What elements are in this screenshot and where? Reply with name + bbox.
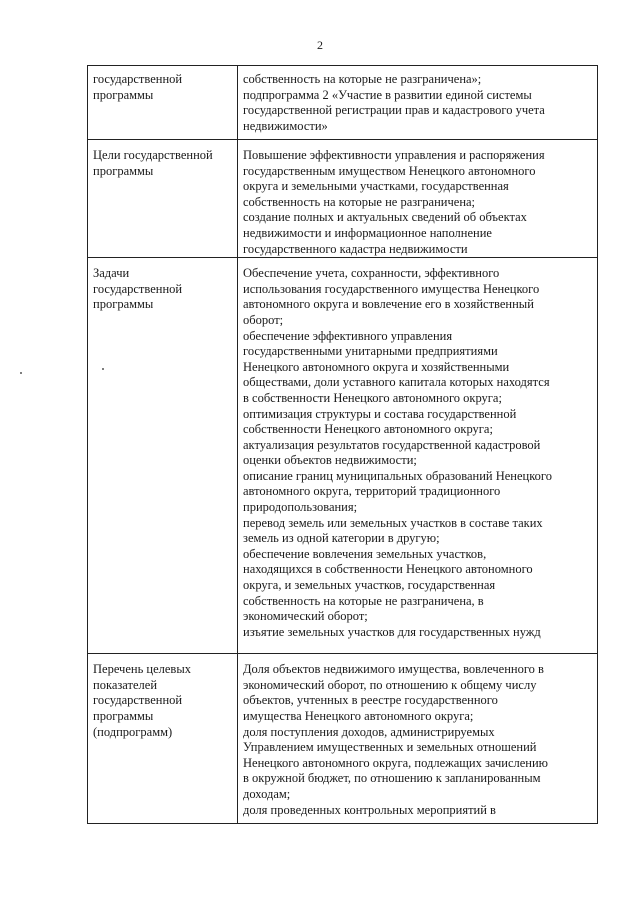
table-row-indicators — [88, 654, 598, 824]
program-passport-table — [87, 65, 598, 824]
text-line: объектов, учтенных в реестре государственного — [243, 693, 498, 708]
text-line: природопользования; — [243, 500, 358, 515]
text-line: Доля объектов недвижимого имущества, вовлеченного в — [243, 662, 544, 677]
text-line: оптимизация структуры и состава государственной — [243, 406, 517, 421]
row-label — [88, 258, 238, 654]
text-line: обеспечение вовлечения земельных участков, — [243, 546, 487, 561]
text-line: государственной — [93, 693, 183, 708]
text-line: собственность на которые не разграничена; — [243, 194, 476, 209]
text-line: автономного округа и вовлечение его в хозяйственный — [243, 297, 534, 312]
text-line: государственными унитарными предприятиями — [243, 344, 498, 359]
text-line: государственным имуществом Ненецкого автономного — [243, 163, 536, 178]
text-line: Перечень целевых — [93, 662, 191, 677]
text-line: создание полных и актуальных сведений об объектах — [243, 210, 527, 225]
text-line: земель из одной категории в другую; — [243, 531, 440, 546]
text-line: в окружной бюджет, по отношению к запланированным — [243, 771, 541, 786]
table-row-tasks — [88, 258, 598, 654]
text-line: изъятие земельных участков для государственных нужд — [243, 624, 541, 639]
text-line: недвижимости и информационное наполнение — [243, 225, 492, 240]
text-line: собственность на которые не разграничена»; — [243, 72, 482, 86]
text-line: государственной — [93, 281, 183, 296]
text-line: округа и земельными участками, государственная — [243, 179, 509, 194]
row-content — [238, 66, 598, 140]
text-line: (подпрограмм) — [93, 724, 173, 739]
row-content — [238, 140, 598, 258]
text-line: Управлением имущественных и земельных отношений — [243, 740, 537, 755]
text-line: государственной — [93, 72, 183, 86]
text-line: актуализация результатов государственной кадастровой — [243, 437, 541, 452]
text-line: недвижимости» — [243, 118, 328, 133]
text-line: показателей — [93, 677, 158, 692]
row-label — [88, 66, 238, 140]
text-line: находящихся в собственности Ненецкого автономного — [243, 562, 533, 577]
text-line: Ненецкого автономного округа, подлежащих зачислению — [243, 755, 549, 770]
text-line: программы — [93, 708, 154, 723]
text-line: доля проведенных контрольных мероприятий в — [243, 802, 496, 817]
text-line: Повышение эффективности управления и распоряжения — [243, 148, 545, 162]
text-line: оценки объектов недвижимости; — [243, 453, 417, 468]
text-line: программы — [93, 163, 154, 178]
text-line: государственного кадастра недвижимости — [243, 241, 468, 256]
scan-speck — [102, 368, 104, 370]
text-line: собственности Ненецкого автономного округа; — [243, 422, 493, 437]
text-line: экономический оборот; — [243, 609, 368, 624]
text-line: доходам; — [243, 786, 291, 801]
row-content — [238, 258, 598, 654]
text-line: перевод земель или земельных участков в составе таких — [243, 515, 543, 530]
row-label — [88, 654, 238, 824]
page-number: 2 — [317, 38, 323, 52]
text-line: собственность на которые не разграничена, в — [243, 593, 484, 608]
text-line: Задачи — [93, 266, 130, 281]
text-line: обеспечение эффективного управления — [243, 328, 453, 343]
text-line: автономного округа, территорий традиционного — [243, 484, 501, 499]
table-row-goals — [88, 140, 598, 258]
text-line: обществами, доли уставного капитала которых находятся — [243, 375, 550, 390]
scan-speck — [20, 372, 22, 374]
text-line: оборот; — [243, 312, 284, 327]
text-line: подпрограмма 2 «Участие в развитии единой системы — [243, 87, 532, 102]
text-line: описание границ муниципальных образований Ненецкого — [243, 468, 552, 483]
text-line: в собственности Ненецкого автономного округа; — [243, 390, 502, 405]
text-line: использования государственного имущества Ненецкого — [243, 281, 540, 296]
text-line: Обеспечение учета, сохранности, эффективного — [243, 266, 500, 281]
text-line: округа, и земельных участков, государственная — [243, 578, 496, 593]
text-line: имущества Ненецкого автономного округа; — [243, 708, 474, 723]
text-line: программы — [93, 87, 154, 102]
text-line: экономический оборот, по отношению к общему числу — [243, 677, 537, 692]
row-label — [88, 140, 238, 258]
text-line: Ненецкого автономного округа и хозяйственными — [243, 359, 510, 374]
table-row-continuation — [88, 66, 598, 140]
text-line: программы — [93, 297, 154, 312]
text-line: доля поступления доходов, администрируемых — [243, 724, 495, 739]
row-content — [238, 654, 598, 824]
text-line: Цели государственной — [93, 148, 213, 162]
text-line: государственной регистрации прав и кадастрового учета — [243, 103, 545, 118]
